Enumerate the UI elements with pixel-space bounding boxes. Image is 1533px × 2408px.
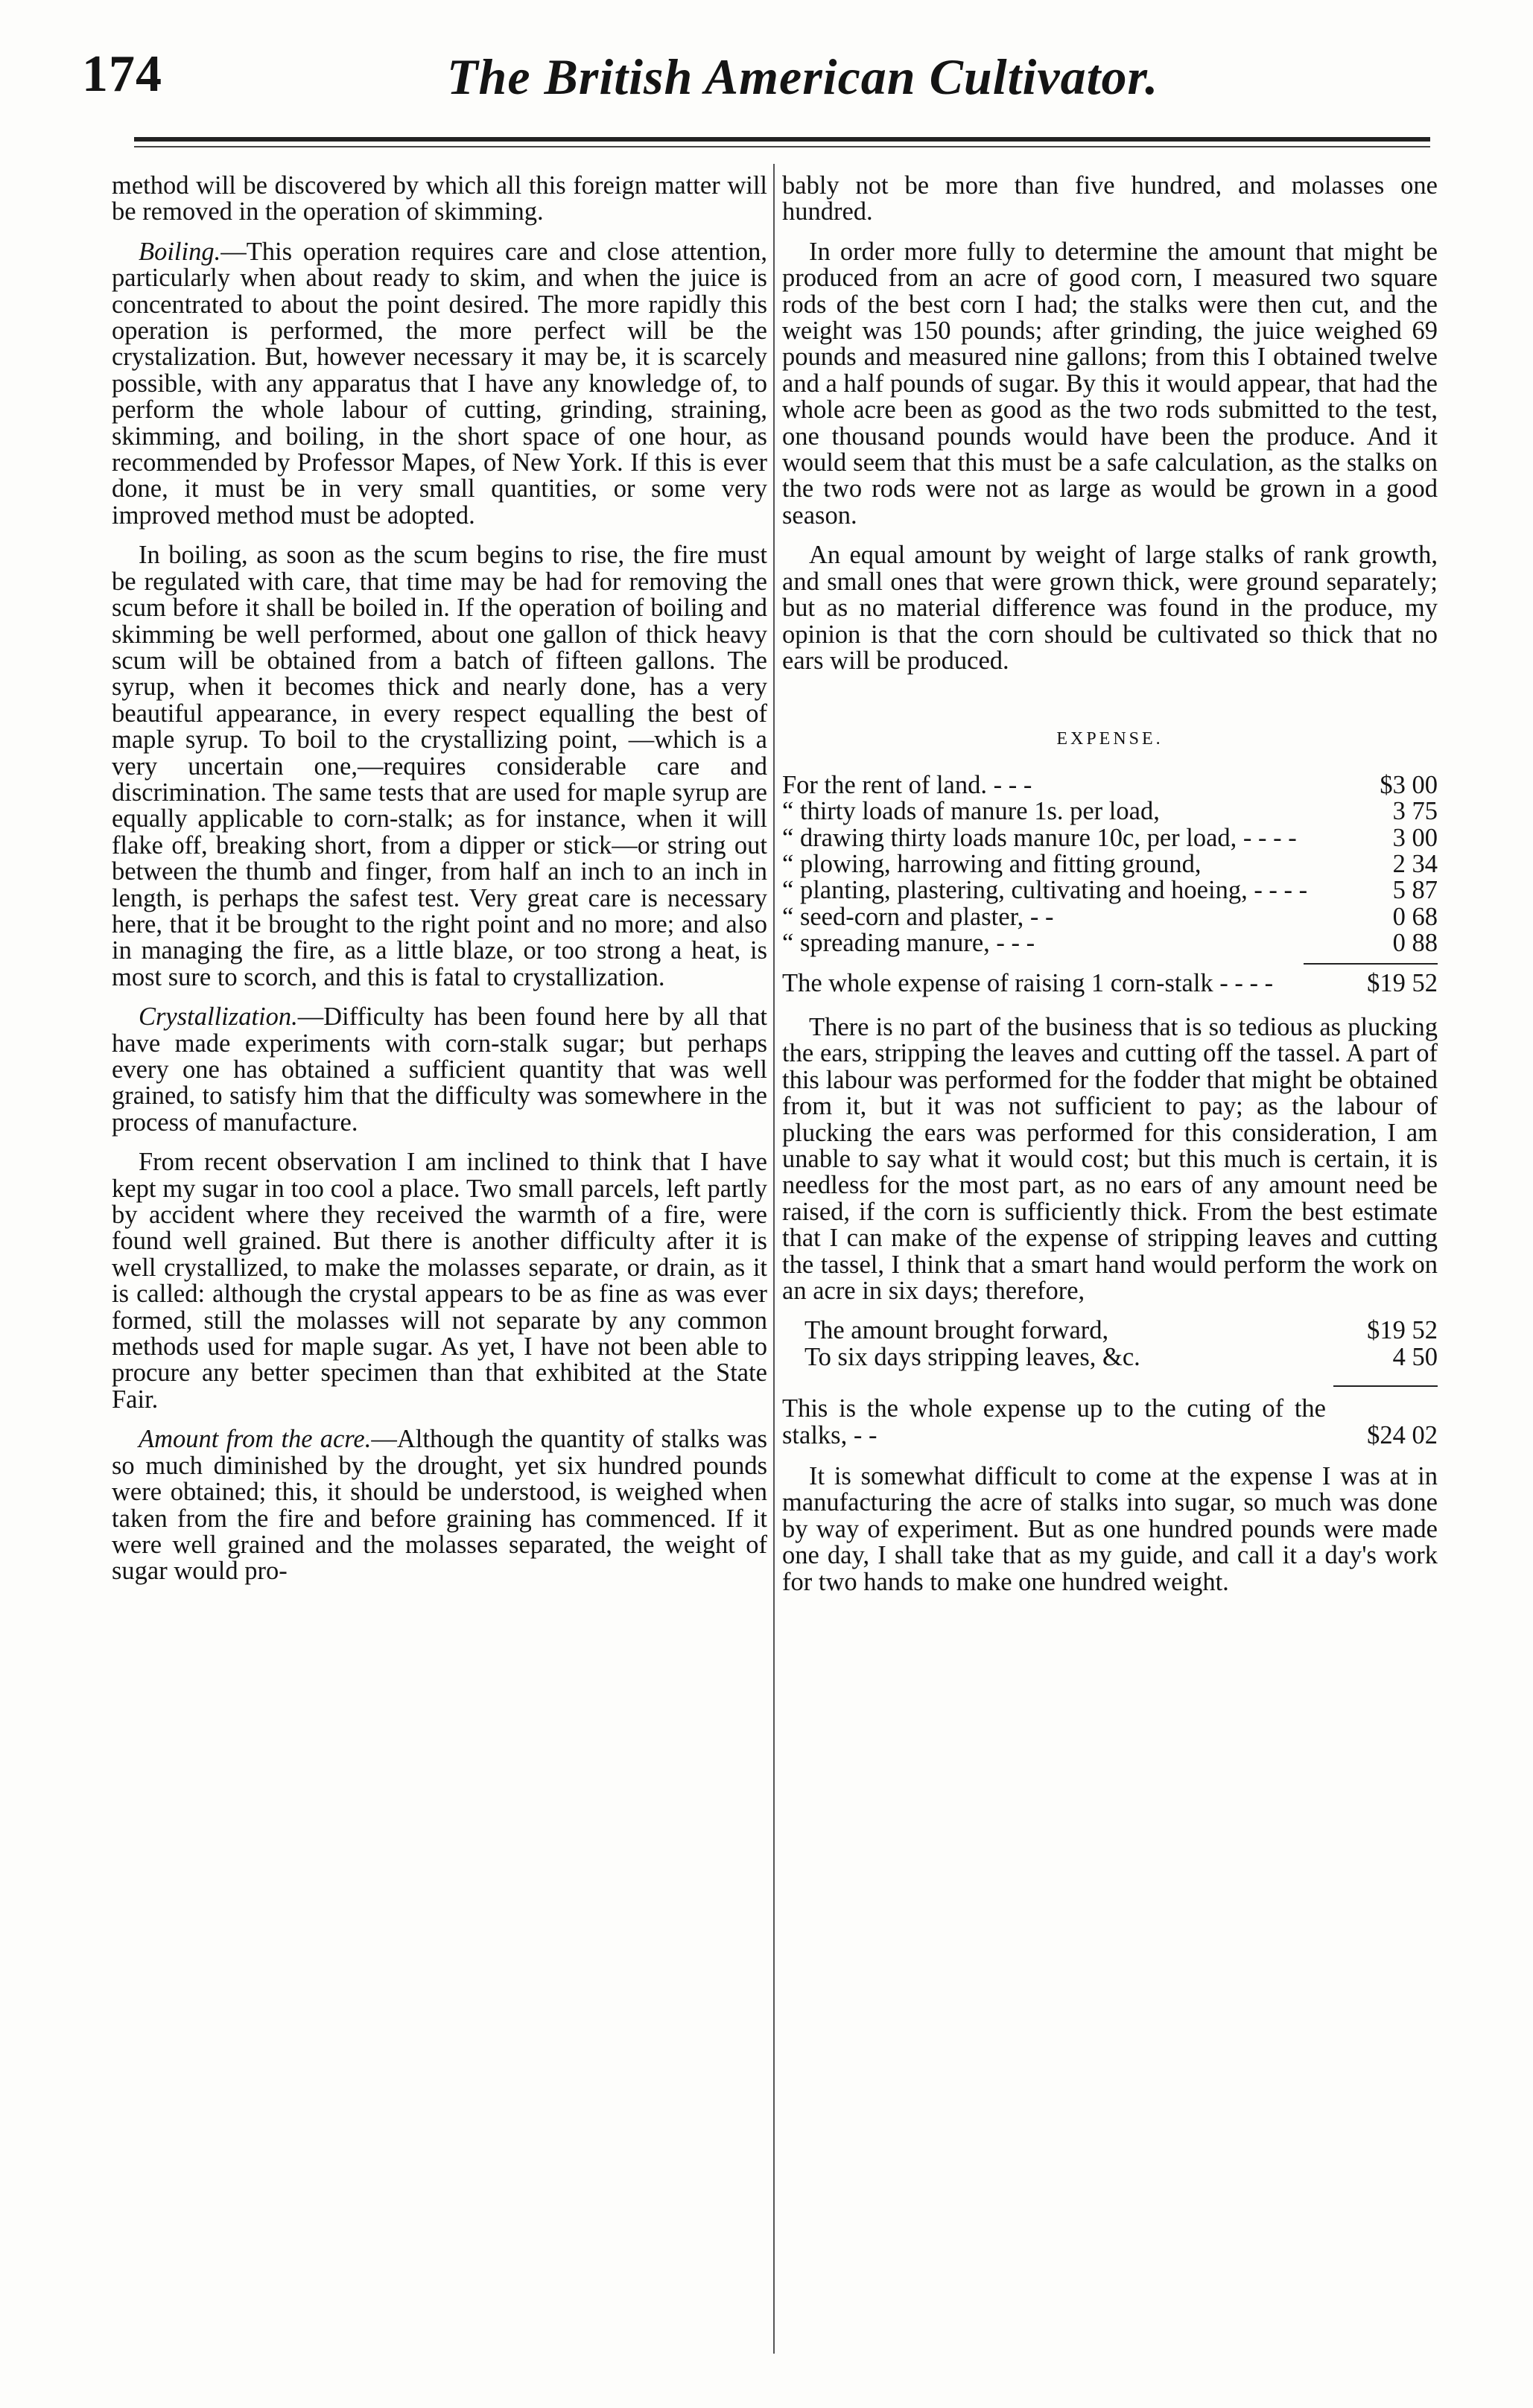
expense-total-row	[782, 970, 1438, 997]
summary-amount: $19 52	[1367, 1316, 1438, 1345]
paragraph-text: —Difficulty has been found here by all that have made experiments with corn-stalk sugar; but perhaps every one has obtained a sufficient quantity that was well grained, to satisfy him that the difficulty was somewhere in the process of manufacture.	[112, 1003, 767, 1137]
expense-item: “ seed-corn and plaster, - -	[782, 902, 1054, 931]
running-title: The British American Cultivator.	[447, 48, 1159, 105]
summary-amount: 4 50	[1392, 1342, 1438, 1371]
paragraph-boiling	[112, 239, 767, 529]
expense-row	[782, 851, 1438, 877]
section-lead: Amount from the acre.	[139, 1425, 372, 1454]
expense-amount: 3 00	[1392, 823, 1438, 852]
expense-item: For the rent of land. - - -	[782, 770, 1032, 799]
paragraph: bably not be more than five hundred, and molasses one hundred.	[782, 171, 1438, 226]
expense-total-label: The whole expense of raising 1 corn-stalk - - - -	[782, 968, 1274, 997]
paragraph: In order more fully to determine the amount that might be produced from an acre of good corn, I measured two square rods of the best corn I had; the stalks were then cut, and the weight was 150 pounds; after grinding, the juice weighed 69 pounds and measured nine gallons; from this I obtained twelve and a half pounds of sugar. By this it would appear, that had the whole acre been as good as the two rods submitted to the test, one thousand pounds would have been the produce. And it would seem that this must be a safe calculation, as the stalks on the two rods were not as large as would be grown in a good season.	[782, 237, 1438, 530]
summary-item: The amount brought forward,	[804, 1316, 1109, 1345]
section-lead: Boiling.	[139, 237, 221, 266]
paragraph: It is somewhat difficult to come at the expense I was at in manufacturing the acre of stalks into sugar, so much was done by way of experiment. But as one hundred pounds were made one day, I shall take that as my guide, and call it a day's work for two hands to make one hundred weight.	[782, 1462, 1438, 1596]
page-number: 174	[82, 45, 162, 103]
page-header	[82, 45, 1438, 127]
header-rule-thick	[134, 137, 1430, 142]
expense-heading: EXPENSE.	[1056, 729, 1164, 749]
expense-row	[782, 877, 1438, 903]
column-divider	[773, 164, 775, 2354]
expense-amount: $3 00	[1380, 770, 1438, 799]
expense-row	[782, 798, 1438, 825]
summary-table	[782, 1318, 1438, 1370]
expense-amount: 0 88	[1392, 929, 1438, 958]
expense-amount: 2 34	[1392, 849, 1438, 878]
expense-total-amount: $19 52	[1367, 968, 1438, 997]
grand-total-label: This is the whole expense up to the cuting of the stalks, - -	[782, 1394, 1326, 1449]
expense-row	[782, 904, 1438, 930]
paragraph-text: —This operation requires care and close attention, particularly when about ready to skim, and when the juice is concentrated to about the point desired. The more rapidly this operation is performed, the more perfect will be the crystalization. But, however necessary it may be, it is scarcely possible, with any apparatus that I have any knowledge of, to perform the whole labour of cutting, grinding, straining, skimming, and boiling, in the short space of one hour, as recommended by Professor Mapes, of New York. If this is ever done, it must be in very small quantities, or some very improved method must be adopted.	[112, 237, 767, 530]
expense-row	[782, 825, 1438, 851]
sum-rule	[1333, 1385, 1438, 1387]
grand-total-amount: $24 02	[1367, 1420, 1438, 1449]
paragraph: From recent observation I am inclined to think that I have kept my sugar in too cool a place. Two small parcels, left partly by accident where they received the warmth of a fire, were found well grained. But there is another difficulty after it is well crystallized, to make the molasses separate, or drain, as it is called: although the crystal appears to be as fine as was ever formed, still the molasses will not separate by any common methods used for maple sugar. As yet, I have not been able to procure any better specimen than that exhibited at the State Fair.	[112, 1148, 767, 1414]
right-column	[782, 173, 1438, 1609]
expense-item: “ plowing, harrowing and fitting ground,	[782, 849, 1202, 878]
section-lead: Crystallization.	[139, 1003, 298, 1032]
expense-item: “ thirty loads of manure 1s. per load,	[782, 797, 1160, 826]
expense-table	[782, 772, 1438, 997]
sum-rule	[1304, 963, 1438, 965]
grand-total-row	[782, 1396, 1438, 1449]
left-column	[112, 173, 767, 1598]
expense-row	[782, 772, 1438, 798]
paragraph: There is no part of the business that is so tedious as plucking the ears, stripping the leaves and cutting off the tassel. A part of this labour was performed for the fodder that might be obtained from it, but it was not sufficient to pay; as the labour of plucking the ears was performed for this consideration, I am unable to say what it would cost; but this much is certain, it is needless for the most part, as no ears of any amount need be raised, if the corn is sufficiently thick. From the best estimate that I can make of the expense of stripping leaves and cutting the tassel, I think that a smart hand would perform the work on an acre in six days; therefore,	[782, 1012, 1438, 1306]
expense-amount: 5 87	[1392, 876, 1438, 905]
expense-row	[782, 930, 1438, 956]
expense-item: “ spreading manure, - - -	[782, 929, 1035, 958]
paragraph-amount	[112, 1426, 767, 1584]
summary-item: To six days stripping leaves, &c.	[804, 1342, 1140, 1371]
header-rule-thin	[134, 146, 1430, 147]
paragraph: An equal amount by weight of large stalks of rank growth, and small ones that were grown thick, were ground separately; but as no material difference was found in the produce, my opinion is that the corn should be cultivated so thick that no ears will be produced.	[782, 541, 1438, 675]
expense-item: “ planting, plastering, cultivating and hoeing, - - - -	[782, 876, 1308, 905]
expense-item: “ drawing thirty loads manure 10c, per load, - - - -	[782, 823, 1297, 852]
paragraph-text: —Although the quantity of stalks was so much diminished by the drought, yet six hundred pounds were obtained; this, it should be understood, is weighed when taken from the fire and before graining has commenced. If it were well grained and the molasses separated, the weight of sugar would pro-	[112, 1425, 767, 1586]
paragraph-crystallization	[112, 1004, 767, 1136]
expense-amount: 0 68	[1392, 902, 1438, 931]
expense-amount: 3 75	[1392, 797, 1438, 826]
summary-row	[804, 1318, 1438, 1344]
paragraph: In boiling, as soon as the scum begins to rise, the fire must be regulated with care, that time may be had for removing the scum before it shall be boiled in. If the operation of boiling and skimming be well performed, about one gallon of thick heavy scum will be obtained from a batch of fifteen gallons. The syrup, when it becomes thick and nearly done, has a very beautiful appearance, in every respect equalling the best of maple syrup. To boil to the crystallizing point, —which is a very uncertain one,—requires considerable care and discrimination. The same tests that are used for maple syrup are equally applicable to corn-stalk; as for instance, when it will flake off, breaking short, from a dipper or stick—or string out between the thumb and finger, from half an inch to an inch in length, is perhaps the safest test. Very great care is necessary here, that it be brought to the right point and no more; and also in managing the fire, as a little blaze, or too strong a heat, is most sure to scorch, and this is fatal to crystallization.	[112, 541, 767, 991]
summary-row	[804, 1344, 1438, 1370]
paragraph: method will be discovered by which all this foreign matter will be removed in the operation of skimming.	[112, 171, 767, 226]
